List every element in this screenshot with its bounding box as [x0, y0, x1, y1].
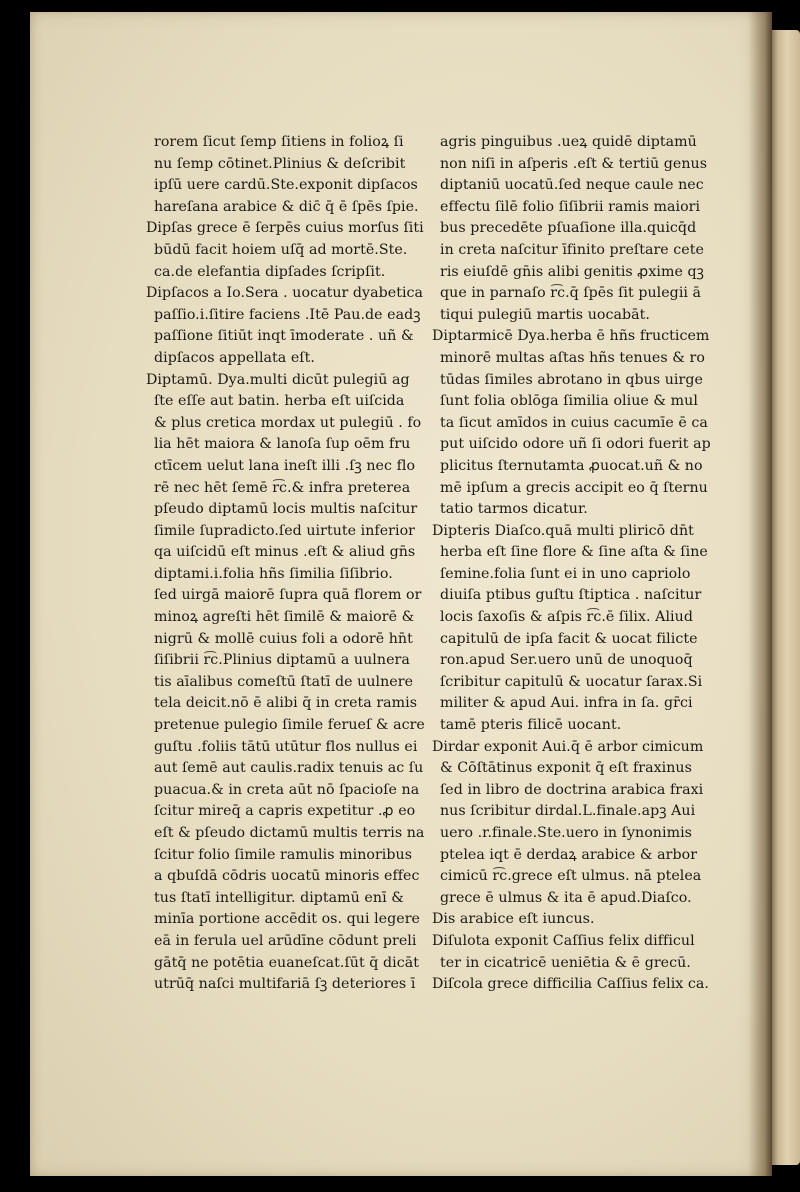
- text-line: put uiſcido odore uñ ſi odori fuerit ap: [440, 436, 711, 453]
- text-line: minorē multas aſtas hñs tenues & ro: [440, 349, 705, 366]
- text-line: que in parnaſo r͡c.q̄ ſpēs ſit pulegii ā: [440, 285, 702, 302]
- text-line: tamē pteris filicē uocant.: [440, 717, 622, 734]
- text-line: ſunt folia oblōga ſimilia oliue & mul: [440, 393, 698, 410]
- text-line: bus precedēte pſuaſione illa.quicq̄d: [440, 220, 697, 237]
- text-line: uero .r.finale.Ste.uero in ſynonimis: [440, 825, 693, 841]
- text-line: ptelea iqt ē derdaꝝ arabice & arbor: [440, 846, 698, 863]
- text-line: eſt & pſeudo dictamū multis terris na: [154, 825, 425, 841]
- text-line: diptami.i.folia hñs ſimilia ſiſibrio.: [154, 565, 393, 582]
- text-line: ſcribitur capitulū & uocatur ſarax.Si: [440, 673, 703, 690]
- text-line: pretenue pulegio ſimile ferueſ & acre: [154, 717, 425, 734]
- text-line: dipſacos appellata eſt.: [154, 349, 315, 366]
- text-line: paſſione ſitiūt inqt īmoderate . uñ &: [154, 328, 414, 345]
- text-line: aut ſemē aut caulis.radix tenuis ac ſu: [154, 760, 424, 777]
- text-line: tela deicit.nō ē alibi q̄ in creta ramis: [154, 695, 418, 712]
- left-text-column: [146, 132, 442, 996]
- text-line: minoꝝ agreſti hēt ſimilē & maiorē &: [154, 609, 415, 626]
- text-line: ca.de elefantia dipſades ſcripſit.: [154, 263, 386, 280]
- text-line: guſtu .foliis tātū utūtur flos nullus ei: [154, 738, 418, 755]
- text-line: tus ſtatī intelligitur. diptamū enī &: [154, 889, 404, 906]
- text-line: militer & apud Aui. infra in ſa. gr̄ci: [440, 695, 693, 712]
- text-line: nu ſemp cōtinet.Plinius & deſcribit: [154, 155, 406, 172]
- entry-heading-line: Dipſas grece ē ſerpēs cuius morſus ſiti: [146, 220, 424, 237]
- text-line: ſcitur folio ſimile ramulis minoribus: [154, 846, 413, 863]
- text-line: būdū facit hoiem uſq̄ ad mortē.Ste.: [154, 241, 408, 258]
- text-line: pſeudo diptamū locis multis naſcitur: [154, 501, 418, 518]
- text-line: & Cōſtātinus exponit q̄ eſt fraxinus: [440, 760, 692, 777]
- text-line: grece ē ulmus & ita ē apud.Diaſco.: [440, 889, 692, 906]
- text-line: ſcitur mireq̄ a capris expetitur .ꝓ eo: [154, 803, 416, 820]
- text-line: eā in ferula uel arūdīne cōdunt preli: [154, 932, 417, 949]
- manuscript-page: [30, 12, 772, 1176]
- text-line: in creta naſcitur īfinito preſtare cete: [440, 241, 704, 258]
- page-gutter-shadow: [748, 12, 772, 1176]
- text-line: herba eſt ſine flore & ſine aſta & ſine: [440, 544, 708, 561]
- text-line: ſed uirgā maiorē ſupra quā florem or: [154, 587, 422, 604]
- text-line: minīa portione accēdit os. qui legere: [154, 911, 420, 928]
- text-line: capitulū de ipſa facit & uocat filicte: [440, 630, 698, 647]
- text-line: rorem ſicut ſemp ſitiens in folioꝝ ſi: [154, 134, 404, 150]
- text-line: ctīcem uelut lana ineſt illi .ſꝫ nec flo: [154, 457, 416, 474]
- text-line: ris eiuſdē gn̄is alibi genitis ꝓxime qꝫ: [440, 263, 704, 280]
- text-line: diuiſa ptibus guſtu ſtiptica . naſcitur: [440, 587, 702, 604]
- right-text-column: [432, 132, 740, 996]
- text-line: hareſana arabice & dic̄ q̄ ē ſpēs ſpie.: [154, 198, 419, 215]
- text-line: non niſi in aſperis .eſt & tertiū genus: [440, 155, 708, 172]
- text-line: diptaniū uocatū.ſed neque caule nec: [440, 177, 704, 194]
- entry-heading-line: Dis arabice eſt iuncus.: [432, 911, 595, 928]
- entry-heading-line: Dipteris Diaſco.quā multi pliricō dn̄t: [432, 522, 694, 539]
- text-line: ſemine.folia ſunt ei in uno capriolo: [440, 565, 691, 582]
- text-line: a qbuſdā cōdris uocatū minoris effec: [154, 868, 420, 885]
- text-line: paſſio.i.ſitire faciens .Itē Pau.de eadꝫ: [154, 306, 421, 323]
- book-fore-edge: [768, 30, 800, 1165]
- text-line: ſimile ſupradicto.ſed uirtute inferior: [154, 522, 416, 539]
- text-line: tūdas ſimiles abrotano in qbus uirge: [440, 371, 703, 388]
- entry-heading-line: Diſcola grece difficilia Caſſius felix ca.: [432, 976, 709, 993]
- entry-heading-line: Dipſacos a Io.Sera . uocatur dyabetica: [146, 285, 424, 302]
- text-line: plicitus ſternutamta ꝓuocat.uñ & no: [440, 457, 703, 474]
- text-line: cimicū r͡c.grece eſt ulmus. nā ptelea: [440, 868, 702, 885]
- entry-heading-line: Dirdar exponit Aui.q̄ ē arbor cimicum: [432, 738, 704, 755]
- text-line: locis ſaxoſis & aſpis r͡c.ē ſilix. Aliud: [440, 609, 693, 626]
- text-line: tis aīalibus comeſtū ſtatī de uulnere: [154, 673, 414, 690]
- text-line: rē nec hēt ſemē r͡c.& infra preterea: [154, 479, 411, 496]
- text-line: & plus cretica mordax ut pulegiū . fo: [154, 414, 422, 431]
- text-line: ſte eſſe aut batin. herba eſt uiſcida: [154, 393, 405, 410]
- text-line: effectu ſilē folio ſiſibrii ramis maiori: [440, 198, 701, 215]
- entry-heading-line: Diptamū. Dya.multi dicūt pulegiū ag: [146, 371, 410, 388]
- text-line: ipſū uere cardū.Ste.exponit dipſacos: [154, 177, 418, 194]
- entry-heading-line: Diſulota exponit Caſſius felix difficul: [432, 932, 695, 949]
- text-line: utrūq̄ naſci multifariā ſꝫ deteriores ī: [154, 976, 416, 993]
- text-line: ſed in libro de doctrina arabica fraxi: [440, 781, 704, 798]
- text-line: puacua.& in creta aūt nō ſpacioſe na: [154, 781, 420, 798]
- text-line: ron.apud Ser.uero unū de unoquoq̄: [440, 652, 693, 669]
- text-line: ta ſicut amīdos in cuius cacumīe ē ca: [440, 414, 708, 431]
- text-line: tatio tarmos dicatur.: [440, 501, 588, 518]
- text-line: nus ſcribitur dirdal.L.finale.apꝫ Aui: [440, 803, 696, 820]
- text-line: mē ipſum a grecis accipit eo q̄ ſternu: [440, 479, 708, 496]
- text-line: qa uiſcidū eſt minus .eſt & aliud gn̄s: [154, 544, 416, 561]
- text-line: agris pinguibus .ueꝝ quidē diptamū: [440, 134, 697, 150]
- text-line: gātq̄ ne potētia euaneſcat.ſūt q̄ dicāt: [154, 954, 419, 971]
- text-line: tiqui pulegiū martis uocabāt.: [440, 306, 650, 323]
- text-line: nigrū & mollē cuius foli a odorē hn̄t: [154, 630, 413, 647]
- text-line: ſiſibrii r͡c.Plinius diptamū a uulnera: [154, 652, 410, 669]
- text-line: ter in cicatricē ueniētia & ē grecū.: [440, 954, 691, 971]
- text-line: lia hēt maiora & lanoſa ſup oēm fru: [154, 436, 411, 453]
- entry-heading-line: Diptarmicē Dya.herba ē hñs fructicem: [432, 328, 710, 345]
